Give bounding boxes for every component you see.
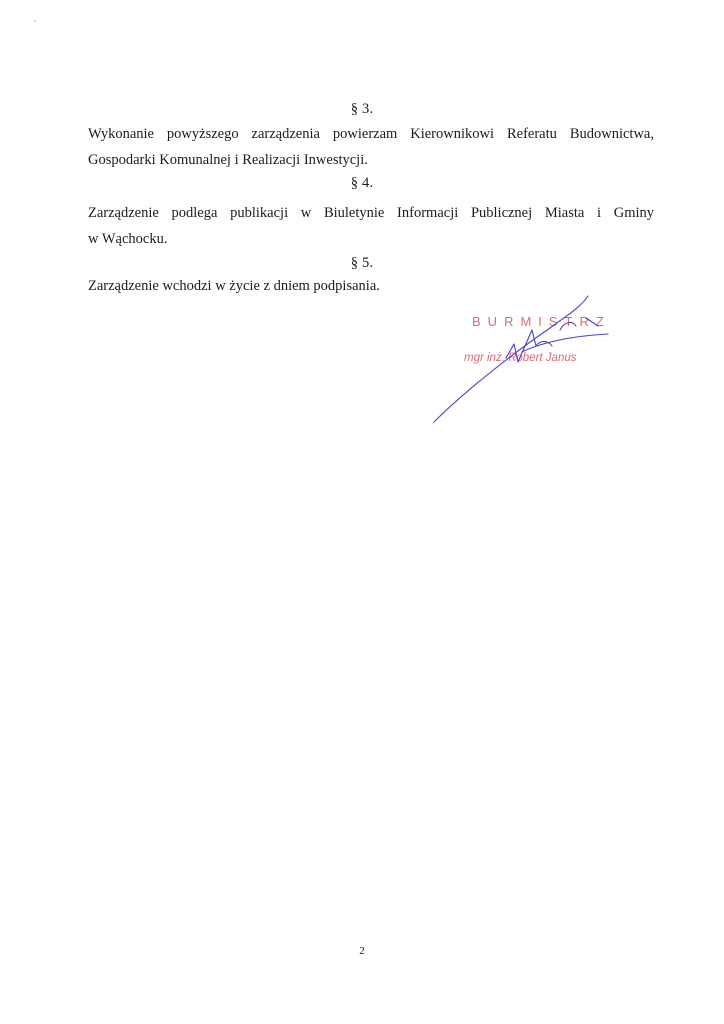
signature-stroke xyxy=(434,296,588,422)
paragraph-line: Wykonanie powyższego zarządzenia powierzam Kierownikowi Referatu Budownictwa, xyxy=(88,126,654,142)
signature-stroke xyxy=(560,323,576,330)
paragraph-line: Zarządzenie wchodzi w życie z dniem podpisania. xyxy=(88,278,380,294)
section-heading-5: § 5. xyxy=(350,255,374,271)
mayor-stamp xyxy=(448,300,648,430)
signature-stroke xyxy=(506,330,552,362)
section-paragraph-5 xyxy=(88,273,654,299)
page-number: 2 xyxy=(359,945,365,957)
paragraph-line: Gospodarki Komunalnej i Realizacji Inwestycji. xyxy=(88,152,368,168)
section-paragraph-3 xyxy=(88,121,654,173)
paragraph-line: w Wąchocku. xyxy=(88,231,168,247)
section-heading-4: § 4. xyxy=(350,175,374,191)
paragraph-line: Zarządzenie podlega publikacji w Biuletynie Informacji Publicznej Miasta i Gminy xyxy=(88,205,654,221)
section-heading-3: § 3. xyxy=(350,101,374,117)
section-paragraph-4 xyxy=(88,200,654,252)
signature-stroke xyxy=(586,318,598,326)
stamp-title: BURMISTRZ xyxy=(472,314,611,329)
stamp-name: mgr inż. Robert Janus xyxy=(464,352,577,364)
scan-speck xyxy=(34,20,36,22)
handwritten-signature xyxy=(448,300,648,430)
